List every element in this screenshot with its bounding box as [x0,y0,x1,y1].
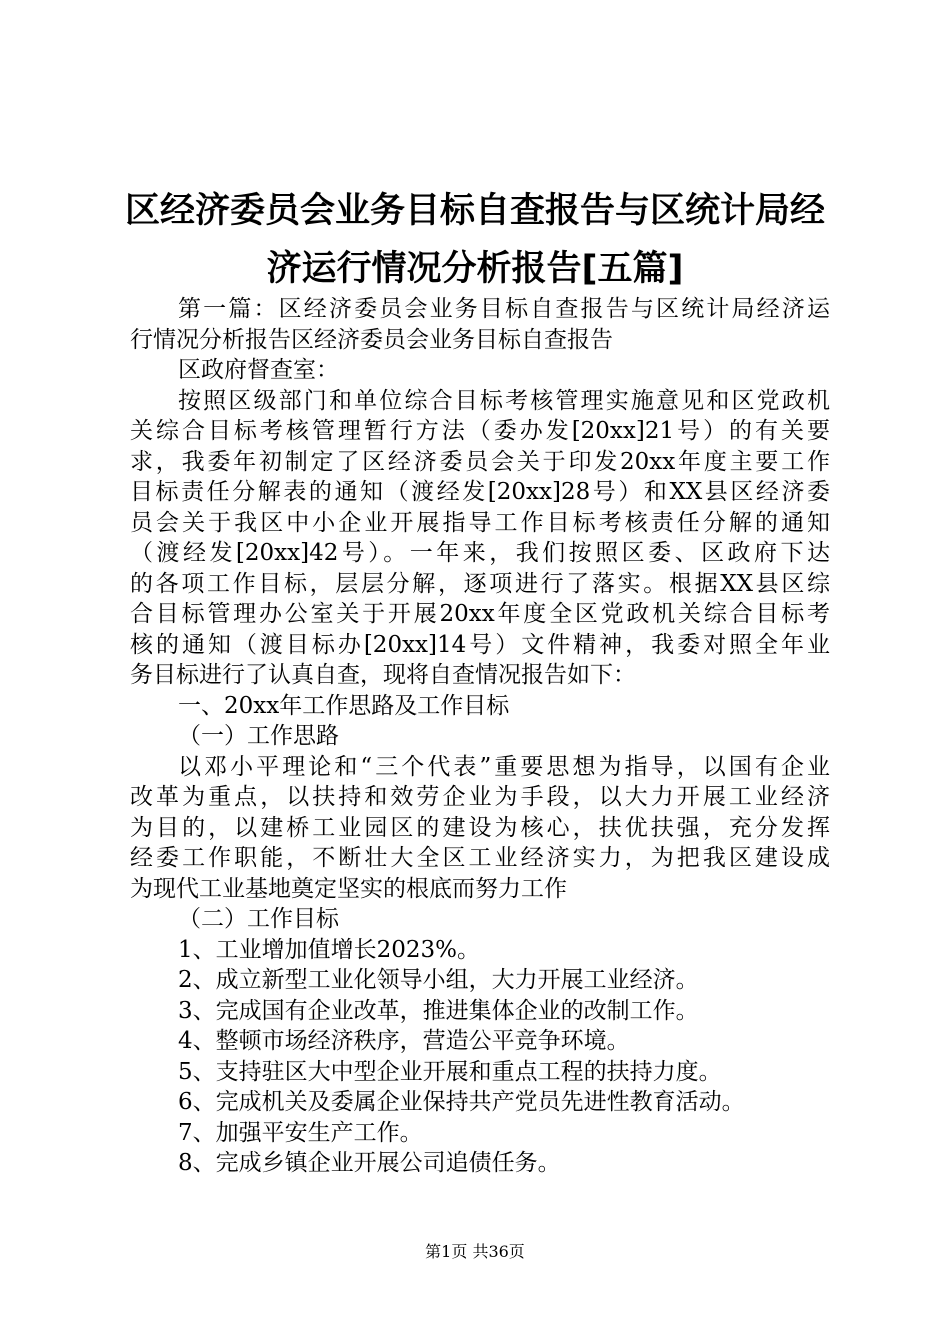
paragraph-line: 行情况分析报告区经济委员会业务目标自查报告 [130,326,613,353]
paragraph-line: 目标责任分解表的通知（渡经发[20xx]28号）和XX县区经济委 [130,479,830,505]
paragraph-line: 合目标管理办公室关于开展20xx年度全区党政机关综合目标考 [130,601,830,627]
paragraph-line: 求，我委年初制定了区经济委员会关于印发20xx年度主要工作 [130,448,830,475]
paragraph-line: 的各项工作目标，层层分解，逐项进行了落实。根据XX县区综 [130,570,830,597]
paragraph-line: 以邓小平理论和“三个代表”重要思想为指导，以国有企业 [178,753,830,780]
paragraph-line: 按照区级部门和单位综合目标考核管理实施意见和区党政机 [178,387,830,414]
document-title [120,182,830,298]
list-item: 1、工业增加值增长2023%。 [178,936,481,963]
paragraph-line: （渡经发[20xx]42号）。一年来，我们按照区委、区政府下达 [130,540,830,566]
paragraph-line: 改革为重点，以扶持和效劳企业为手段，以大力开展工业经济 [130,784,830,810]
paragraph-line: 为目的，以建桥工业园区的建设为核心，扶优扶强，充分发挥 [130,814,830,841]
paragraph-line: 务目标进行了认真自查，现将自查情况报告如下： [130,662,636,688]
page-footer: 第1页 共36页 [425,1242,525,1261]
document-body [130,294,830,1179]
paragraph-line: 第一篇：区经济委员会业务目标自查报告与区统计局经济运 [178,296,830,322]
paragraph-line: 经委工作职能，不断壮大全区工业经济实力，为把我区建设成 [130,845,830,871]
title-line: 济运行情况分析报告[五篇] [266,249,684,289]
paragraph-line: 核的通知（渡目标办[20xx]14号）文件精神，我委对照全年业 [130,631,830,658]
list-item: 6、完成机关及委属企业保持共产党员先进性教育活动。 [178,1089,745,1115]
title-line: 区经济委员会业务目标自查报告与区统计局经 [124,191,825,231]
list-item: 8、完成乡镇企业开展公司追债任务。 [178,1150,561,1176]
subsection-heading: （一）工作思路 [178,723,339,749]
paragraph-line: 员会关于我区中小企业开展指导工作目标考核责任分解的通知 [130,509,830,536]
paragraph-line: 区政府督查室： [178,357,339,383]
paragraph-line: 为现代工业基地奠定坚实的根底而努力工作 [130,875,567,902]
list-item: 7、加强平安生产工作。 [178,1119,423,1146]
list-item: 4、整顿市场经济秩序，营造公平竞争环境。 [178,1028,630,1054]
list-item: 2、成立新型工业化领导小组，大力开展工业经济。 [178,967,699,993]
list-item: 5、支持驻区大中型企业开展和重点工程的扶持力度。 [178,1058,722,1085]
subsection-heading: （二）工作目标 [178,906,339,932]
list-item: 3、完成国有企业改革，推进集体企业的改制工作。 [178,997,699,1024]
section-heading: 一、20xx年工作思路及工作目标 [178,692,510,719]
paragraph-line: 关综合目标考核管理暂行方法（委办发[20xx]21号）的有关要 [130,418,830,444]
